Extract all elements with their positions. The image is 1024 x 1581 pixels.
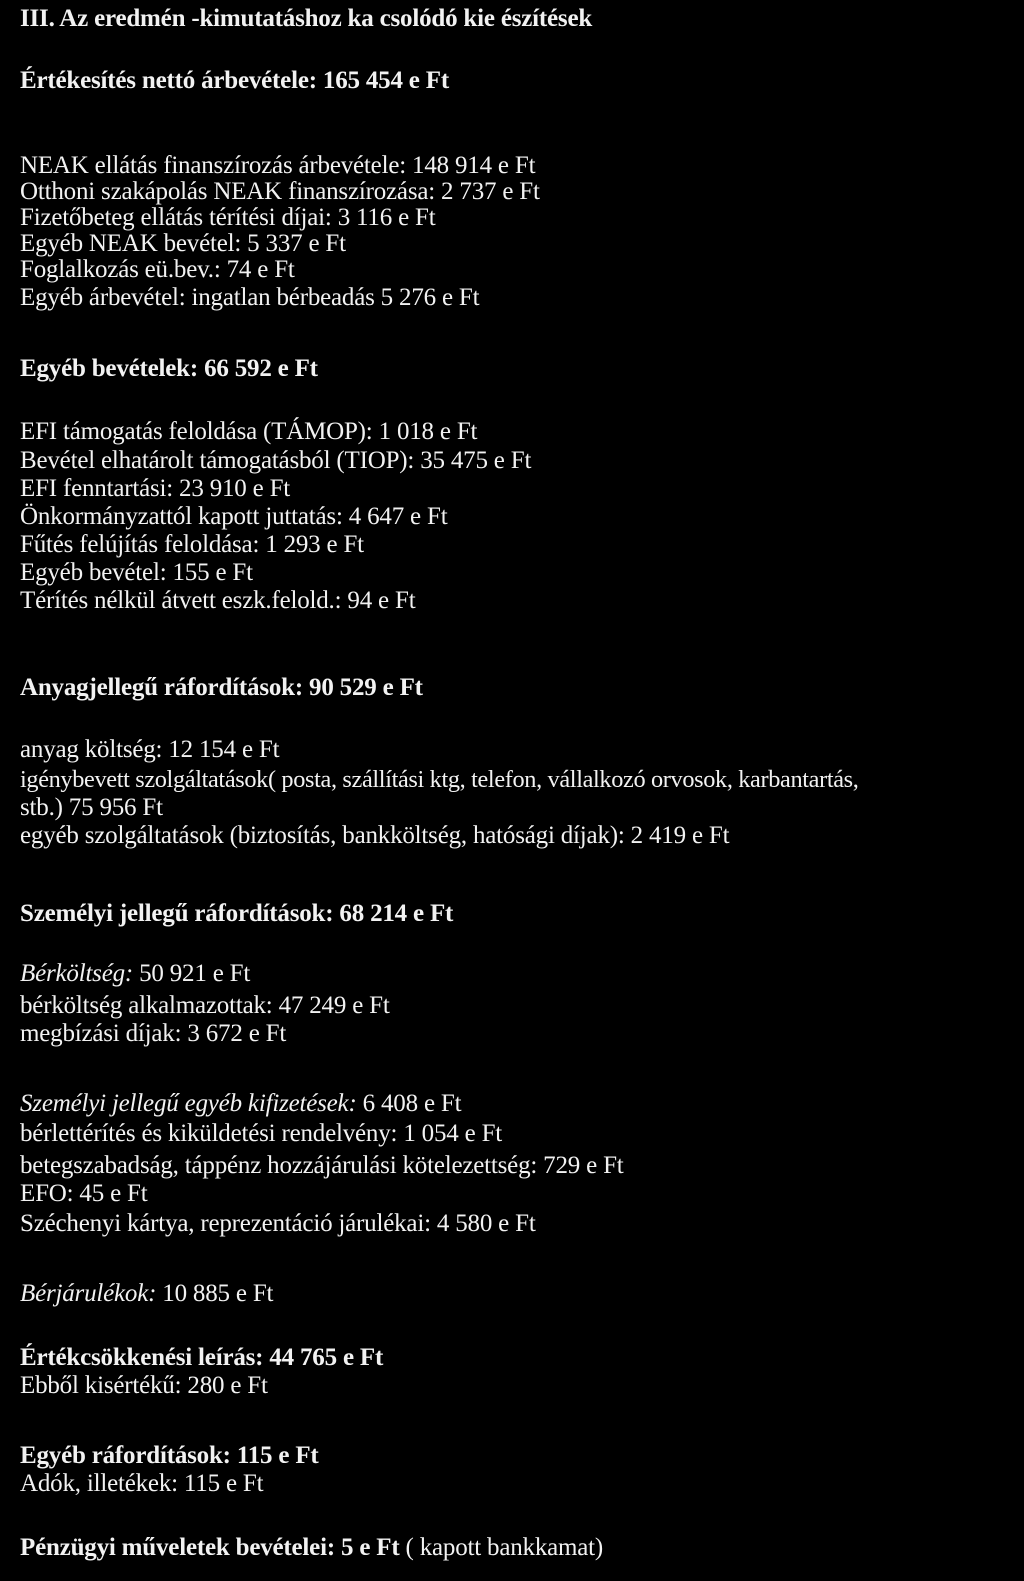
line-item: betegszabadság, táppénz hozzájárulási kötelezettség: 729 e Ft — [20, 1152, 624, 1179]
section-title-other-income: Egyéb bevételek: 66 592 e Ft — [20, 355, 318, 382]
subgroup-value: 10 885 e Ft — [156, 1280, 274, 1307]
line-item: egyéb szolgáltatások (biztosítás, bankköltség, hatósági díjak): 2 419 e Ft — [20, 822, 730, 849]
line-item: NEAK ellátás finanszírozás árbevétele: 148 914 e Ft — [20, 152, 536, 179]
line-item: Térítés nélkül átvett eszk.felold.: 94 e Ft — [20, 587, 416, 614]
subgroup-label: Bérköltség: — [20, 960, 134, 987]
section-title-other-expenses: Egyéb ráfordítások: 115 e Ft — [20, 1442, 319, 1469]
line-item: Fűtés felújítás feloldása: 1 293 e Ft — [20, 531, 364, 558]
line-item: Adók, illetékek: 115 e Ft — [20, 1470, 264, 1497]
line-item: bérlettérítés és kiküldetési rendelvény: 1 054 e Ft — [20, 1120, 503, 1147]
line-item: EFI fenntartási: 23 910 e Ft — [20, 475, 291, 502]
subgroup-label: Személyi jellegű egyéb kifizetések: — [20, 1090, 357, 1117]
line-item: Ebből kisértékű: 280 e Ft — [20, 1372, 268, 1399]
section-title-material-costs: Anyagjellegű ráfordítások: 90 529 e Ft — [20, 674, 423, 701]
subgroup-label: Bérjárulékok: — [20, 1280, 157, 1307]
line-item: Foglalkozás eü.bev.: 74 e Ft — [20, 256, 295, 283]
line-item: Egyéb bevétel: 155 e Ft — [20, 559, 253, 586]
section-heading: III. Az eredmén -kimutatáshoz ka csolódó kie észítések — [20, 5, 593, 32]
line-item: Egyéb árbevétel: ingatlan bérbeadás 5 276 e Ft — [20, 284, 480, 311]
subgroup-wage-contributions — [20, 1279, 273, 1308]
line-item: Önkormányzattól kapott juttatás: 4 647 e Ft — [20, 503, 448, 530]
subgroup-value: 6 408 e Ft — [356, 1090, 462, 1117]
line-item: Fizetőbeteg ellátás térítési díjai: 3 116 e Ft — [20, 204, 436, 231]
line-item: Otthoni szakápolás NEAK finanszírozása: 2 737 e Ft — [20, 178, 540, 205]
subgroup-wage-costs — [20, 959, 250, 988]
section-title-financial-income — [20, 1533, 603, 1562]
line-item: anyag költség: 12 154 e Ft — [20, 736, 280, 763]
line-item: EFI támogatás feloldása (TÁMOP): 1 018 e Ft — [20, 418, 478, 445]
section-title-label: Pénzügyi műveletek bevételei: 5 e Ft — [20, 1534, 400, 1561]
section-title-note: ( kapott bankkamat) — [399, 1534, 604, 1561]
line-item: EFO: 45 e Ft — [20, 1180, 148, 1207]
line-item: bérköltség alkalmazottak: 47 249 e Ft — [20, 992, 390, 1019]
line-item: Széchenyi kártya, reprezentáció járulékai: 4 580 e Ft — [20, 1210, 536, 1237]
section-title-net-revenue: Értékesítés nettó árbevétele: 165 454 e Ft — [20, 67, 449, 94]
section-title-personnel-costs: Személyi jellegű ráfordítások: 68 214 e Ft — [20, 900, 454, 927]
line-item: Bevétel elhatárolt támogatásból (TIOP): 35 475 e Ft — [20, 447, 532, 474]
section-title-depreciation: Értékcsökkenési leírás: 44 765 e Ft — [20, 1344, 384, 1371]
line-item: igénybevett szolgáltatások( posta, szállítási ktg, telefon, vállalkozó orvosok, karbantartás, — [20, 766, 859, 793]
subgroup-value: 50 921 e Ft — [133, 960, 251, 987]
line-item: megbízási díjak: 3 672 e Ft — [20, 1020, 287, 1047]
line-item: Egyéb NEAK bevétel: 5 337 e Ft — [20, 230, 346, 257]
line-item: stb.) 75 956 Ft — [20, 794, 163, 821]
subgroup-other-personnel-payments — [20, 1089, 461, 1118]
